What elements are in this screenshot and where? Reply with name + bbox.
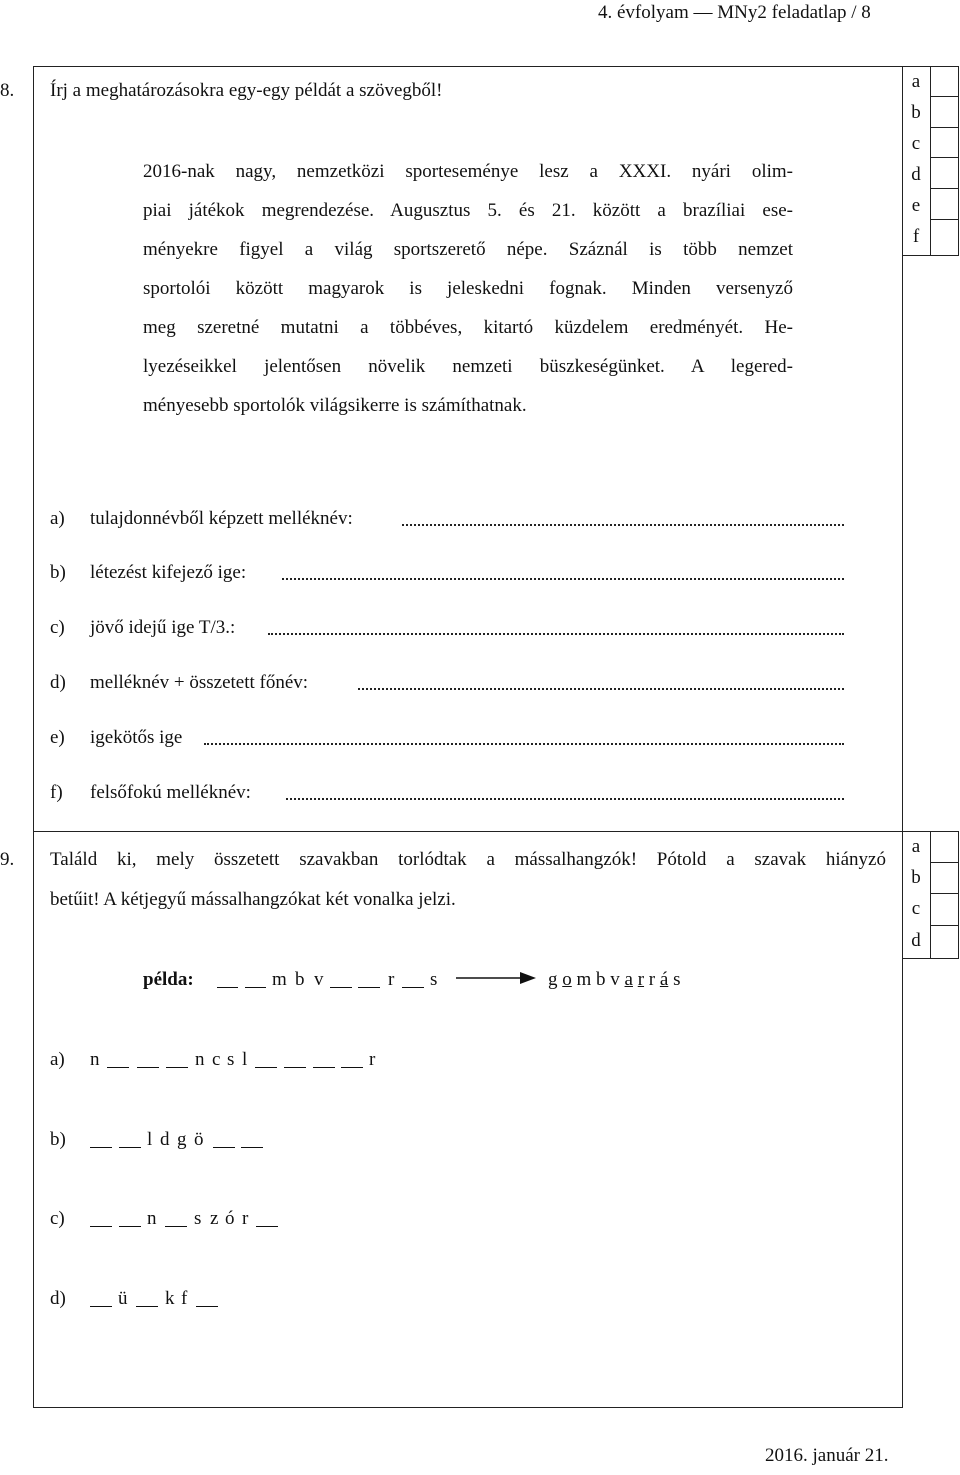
given-letter: ü	[118, 1288, 128, 1309]
answer-letter: a	[624, 969, 633, 990]
score-row-line	[930, 893, 959, 894]
blank-input[interactable]	[107, 1052, 129, 1068]
given-letter: l	[147, 1129, 153, 1150]
blank-input[interactable]	[137, 1052, 159, 1068]
given-letter: f	[181, 1288, 188, 1309]
answer-letter: b	[596, 969, 606, 990]
task9-number: 9.	[0, 849, 15, 870]
passage-line: lyezéseikkel jelentősen növelik nemzeti büszkeségünket. A legered-	[143, 356, 793, 377]
given-letter: r	[369, 1049, 376, 1070]
answer-line[interactable]	[402, 524, 844, 526]
blank-input[interactable]	[256, 1211, 278, 1227]
answer-line[interactable]	[358, 688, 844, 690]
example-answer	[548, 970, 680, 989]
answer-letter: m	[576, 969, 592, 990]
item-letter: c)	[50, 1208, 65, 1229]
example-label: példa:	[143, 969, 194, 990]
task9-instruction-line1: Találd ki, mely összetett szavakban torlódtak a mássalhangzók! Pótold a szavak hiányzó	[50, 849, 886, 870]
blank-input[interactable]	[341, 1052, 363, 1068]
example-letter: r	[388, 969, 395, 990]
item-letter: e)	[50, 727, 65, 748]
score-divider	[930, 66, 931, 256]
given-letter: c	[212, 1049, 221, 1070]
blank-input[interactable]	[284, 1052, 306, 1068]
task9-score-letters	[902, 836, 930, 961]
blank-line	[330, 972, 352, 988]
score-letter: c	[911, 133, 921, 154]
item-label: melléknév + összetett főnév:	[90, 672, 309, 693]
given-letter: s	[227, 1049, 235, 1070]
item-label: igekötős ige	[90, 727, 183, 748]
item-letter: a)	[50, 508, 65, 529]
example-letter: m	[272, 969, 287, 990]
answer-letter: v	[610, 969, 620, 990]
item-letter: c)	[50, 617, 65, 638]
score-letter: a	[911, 836, 921, 857]
item-letter: d)	[50, 672, 66, 693]
given-letter: n	[195, 1049, 205, 1070]
passage-line: piai játékok megrendezése. Augusztus 5. és 21. között a brazíliai ese-	[143, 200, 793, 221]
answer-letter: r	[648, 969, 656, 990]
given-letter: z	[210, 1208, 219, 1229]
blank-input[interactable]	[136, 1291, 158, 1307]
answer-letter: r	[637, 969, 645, 990]
blank-line	[217, 972, 238, 988]
answer-letter: o	[562, 969, 572, 990]
example-letter: v	[314, 969, 324, 990]
blank-input[interactable]	[90, 1211, 112, 1227]
score-letter: d	[911, 164, 921, 185]
score-letter: b	[911, 867, 921, 888]
score-row-line	[930, 925, 959, 926]
score-row-line	[930, 219, 959, 220]
given-letter: d	[160, 1129, 170, 1150]
blank-line	[402, 972, 424, 988]
blank-input[interactable]	[165, 1211, 187, 1227]
item-label: tulajdonnévből képzett melléknév:	[90, 508, 353, 529]
answer-line[interactable]	[286, 798, 844, 800]
given-letter: n	[147, 1208, 157, 1229]
example-letter: s	[430, 969, 438, 990]
blank-input[interactable]	[213, 1132, 235, 1148]
blank-input[interactable]	[90, 1291, 112, 1307]
item-letter: d)	[50, 1288, 66, 1309]
score-row-line	[930, 157, 959, 158]
score-letter: d	[911, 930, 921, 951]
blank-input[interactable]	[241, 1132, 263, 1148]
answer-line[interactable]	[282, 578, 844, 580]
score-divider	[930, 831, 931, 959]
page-header: 4. évfolyam — MNy2 feladatlap / 8	[598, 2, 871, 23]
passage-line: meg szeretné mutatni a többéves, kitartó küzdelem eredményét. He-	[143, 317, 793, 338]
answer-letter: s	[673, 969, 681, 990]
item-letter: b)	[50, 562, 66, 583]
blank-line	[245, 972, 266, 988]
task8-number: 8.	[0, 80, 15, 101]
blank-line	[358, 972, 380, 988]
score-letter: c	[911, 898, 921, 919]
blank-input[interactable]	[119, 1211, 141, 1227]
score-row-line	[930, 188, 959, 189]
item-label: felsőfokú melléknév:	[90, 782, 251, 803]
blank-input[interactable]	[313, 1052, 335, 1068]
task8-instruction: Írj a meghatározásokra egy-egy példát a szövegből!	[50, 80, 443, 101]
given-letter: k	[165, 1288, 175, 1309]
blank-input[interactable]	[119, 1132, 141, 1148]
task8-score-letters	[902, 71, 930, 257]
score-row-line	[930, 862, 959, 863]
score-letter: b	[911, 102, 921, 123]
example-letter: b	[295, 969, 305, 990]
given-letter: n	[90, 1049, 100, 1070]
blank-input[interactable]	[196, 1291, 218, 1307]
task9-instruction-line2: betűit! A kétjegyű mássalhangzókat két vonalka jelzi.	[50, 889, 456, 910]
passage-line: ményesebb sportolók világsikerre is számíthatnak.	[143, 395, 527, 416]
blank-input[interactable]	[166, 1052, 188, 1068]
answer-letter: á	[659, 969, 669, 990]
passage-line: ményekre figyel a világ sportszerető népe. Száznál is több nemzet	[143, 239, 793, 260]
score-letter: e	[911, 195, 921, 216]
blank-input[interactable]	[90, 1132, 112, 1148]
answer-letter: g	[548, 969, 558, 990]
given-letter: g	[177, 1129, 187, 1150]
blank-input[interactable]	[255, 1052, 277, 1068]
item-label: jövő idejű ige T/3.:	[90, 617, 236, 638]
item-letter: a)	[50, 1049, 65, 1070]
given-letter: s	[194, 1208, 202, 1229]
answer-line[interactable]	[204, 743, 844, 745]
item-letter: f)	[50, 782, 63, 803]
score-row-line	[930, 96, 959, 97]
score-letter: a	[911, 71, 921, 92]
answer-line[interactable]	[268, 633, 844, 635]
score-row-line	[930, 127, 959, 128]
given-letter: ö	[194, 1129, 204, 1150]
footer-date: 2016. január 21.	[765, 1445, 889, 1466]
given-letter: ó	[225, 1208, 235, 1229]
item-letter: b)	[50, 1129, 66, 1150]
score-letter: f	[912, 226, 920, 247]
passage-line: 2016-nak nagy, nemzetközi sporteseménye lesz a XXXI. nyári olim-	[143, 161, 793, 182]
passage-line: sportolói között magyarok is jeleskedni fognak. Minden versenyző	[143, 278, 793, 299]
arrow-right-icon	[456, 968, 536, 988]
task9-frame	[33, 831, 903, 1408]
given-letter: r	[242, 1208, 249, 1229]
given-letter: l	[242, 1049, 248, 1070]
item-label: létezést kifejező ige:	[90, 562, 247, 583]
